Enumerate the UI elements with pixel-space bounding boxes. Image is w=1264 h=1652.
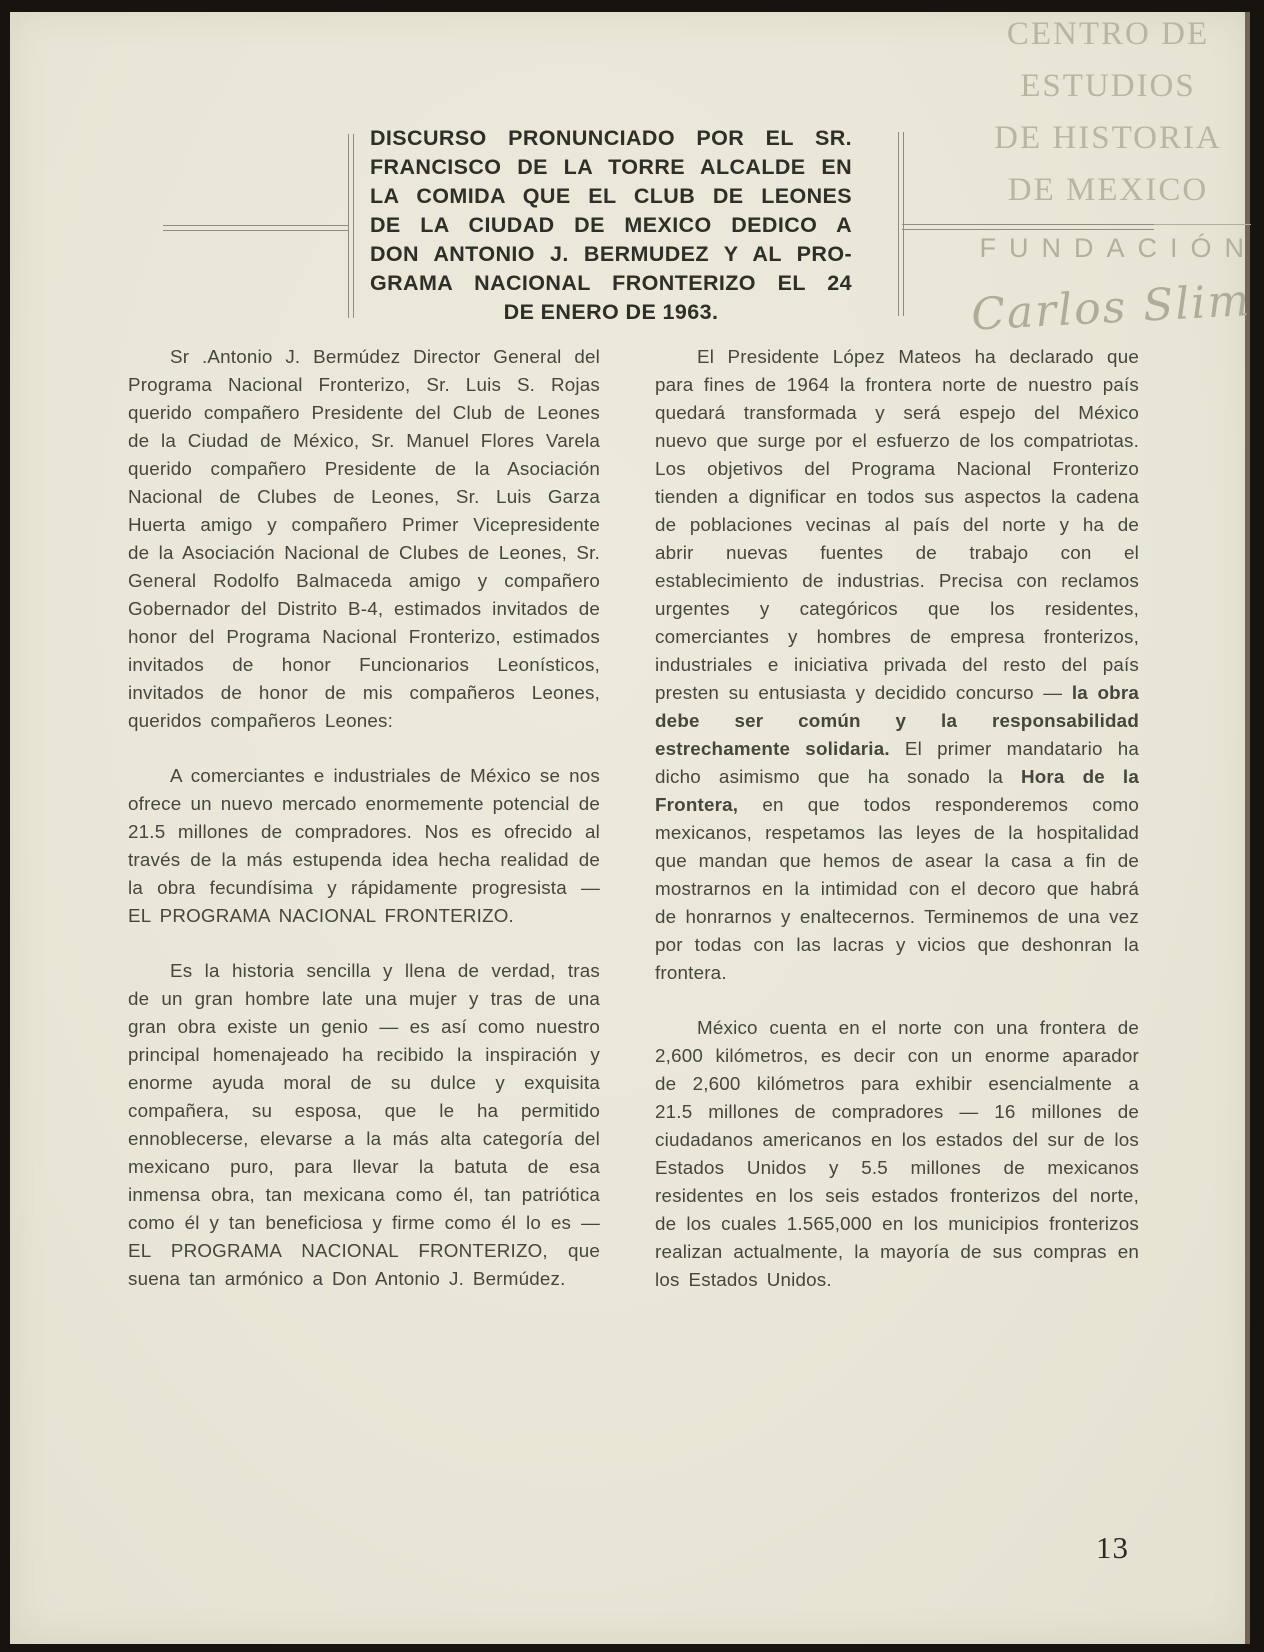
watermark-line: DE MEXICO xyxy=(1007,172,1209,208)
text-segment: México cuenta en el norte con una frontera de 2,600 kilómetros, es decir con un enorme aparador de 2,600 kilómetros para exhibir esencialmente a 21.5 millones de compradores — 16 millones de ciudadanos americanos en los estados del sur de los Estados Unidos y 5.5 millones de mexicanos residentes en los seis estados fronterizos del norte, de los cuales 1.565,000 en los municipios fronterizos realizan actualmente, la mayoría de sus compras en los Estados Unidos. xyxy=(655,1017,1139,1290)
watermark-line: DE HISTORIA xyxy=(994,120,1222,156)
text-segment: El primer mandatario ha dicho asimismo que ha sonado la xyxy=(655,738,1139,787)
text-segment: en que todos responderemos como mexicanos, respetamos las leyes de la hospitalidad que mandan que hemos de asear la casa a fin de mostrarnos en la intimidad con el decoro que habrá de honrarnos y enaltecernos. Terminemos de una vez por todas con las lacras y vicios que deshonran la frontera. xyxy=(655,794,1139,983)
body-column-left xyxy=(128,343,600,1320)
watermark-line: ESTUDIOS xyxy=(1020,68,1196,104)
body-paragraph xyxy=(128,762,600,930)
title-line: DON ANTONIO J. BERMUDEZ Y AL PRO- xyxy=(370,242,852,266)
watermark-line: CENTRO DE xyxy=(1006,16,1210,52)
body-paragraph xyxy=(128,957,600,1293)
watermark-foundation-label: FUNDACIÓN xyxy=(979,233,1257,263)
carlos-slim-signature: Carlos Slim xyxy=(969,275,1253,341)
bold-text-segment: Hora de la Frontera, xyxy=(655,766,1139,815)
title-line: DE LA CIUDAD DE MEXICO DEDICO A xyxy=(370,213,852,237)
archive-watermark xyxy=(965,8,1257,341)
title-line: DE ENERO DE 1963. xyxy=(503,300,719,324)
text-segment: Es la historia sencilla y llena de verdad, tras de un gran hombre late una mujer y tras de una gran obra existe un genio — es así como nuestro principal homenajeado ha recibido la inspiración y enorme ayuda moral de su dulce y exquisita compañera, su esposa, que le ha permitido ennoblecerse, elevarse a la más alta categoría del mexicano puro, para llevar la batuta de esa inmensa obra, tan mexicana como él, tan patriótica como él y tan beneficiosa y firme como él lo es — EL PROGRAMA NACIONAL FRONTERIZO, que suena tan armónico a Don Antonio J. Bermúdez. xyxy=(128,960,600,1289)
title-line: FRANCISCO DE LA TORRE ALCALDE EN xyxy=(370,155,852,179)
text-segment: El Presidente López Mateos ha declarado que para fines de 1964 la frontera norte de nuestro país quedará transformada y será espejo del México nuevo que surge por el esfuerzo de los compatriotas. Los objetivos del Programa Nacional Fronterizo tienden a dignificar en todos sus aspectos la cadena de poblaciones vecinas al país del norte y ha de abrir nuevas fuentes de trabajo con el establecimiento de industrias. Precisa con reclamos urgentes y categóricos que los residentes, comerciantes y hombres de empresa fronterizos, industriales e iniciativa privada del resto del país presten su entusiasta y decidido concurso — xyxy=(655,346,1139,703)
page-number: 13 xyxy=(1096,1530,1129,1565)
decorative-rule-horizontal-left xyxy=(163,225,349,231)
decorative-rule-horizontal-right xyxy=(902,224,1154,230)
title-line: DISCURSO PRONUNCIADO POR EL SR. xyxy=(370,126,852,150)
text-segment: Sr .Antonio J. Bermúdez Director General del Programa Nacional Fronterizo, Sr. Luis S. Rojas querido compañero Presidente del Club de Leones de la Ciudad de México, Sr. Manuel Flores Varela querido compañero Presidente de la Asociación Nacional de Clubes de Leones, Sr. Luis Garza Huerta amigo y compañero Primer Vicepresidente de la Asociación Nacional de Clubes de Leones, Sr. General Rodolfo Balmaceda amigo y compañero Gobernador del Distrito B-4, estimados invitados de honor del Programa Nacional Fronterizo, estimados invitados de honor Funcionarios Leonísticos, invitados de honor de mis compañeros Leones, queridos compañeros Leones: xyxy=(128,346,600,731)
title-line: LA COMIDA QUE EL CLUB DE LEONES xyxy=(370,184,852,208)
title-line: GRAMA NACIONAL FRONTERIZO EL 24 xyxy=(370,271,852,295)
body-column-right xyxy=(655,343,1139,1321)
bold-text-segment: la obra debe ser común y la responsabilidad estrechamente solidaria. xyxy=(655,682,1139,759)
document-page xyxy=(10,12,1257,1644)
text-segment: A comerciantes e industriales de México se nos ofrece un nuevo mercado enormemente potencial de 21.5 millones de compradores. Nos es ofrecido al través de la más estupenda idea hecha realidad de la obra fecundísima y rápidamente progresista — EL PROGRAMA NACIONAL FRONTERIZO. xyxy=(128,765,600,926)
body-paragraph xyxy=(655,1014,1139,1294)
speech-title xyxy=(370,124,852,327)
body-paragraph xyxy=(128,343,600,735)
body-paragraph xyxy=(655,343,1139,987)
